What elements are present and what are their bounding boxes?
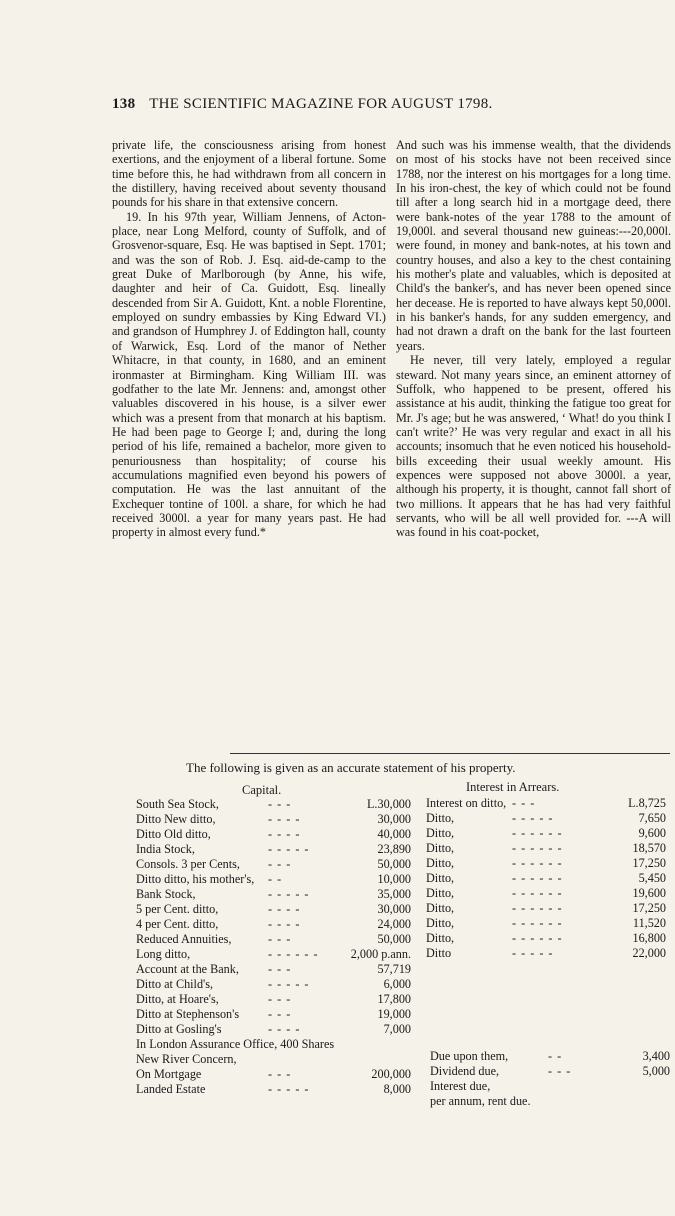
due-table bbox=[430, 1049, 670, 1109]
row-amount: 23,890 bbox=[377, 842, 411, 856]
due-row bbox=[430, 1094, 670, 1109]
row-amount: 22,000 bbox=[632, 946, 666, 960]
row-label: South Sea Stock, bbox=[136, 797, 219, 811]
running-header bbox=[112, 96, 582, 113]
due-row bbox=[430, 1079, 670, 1094]
capital-row bbox=[136, 1022, 411, 1037]
leader-dashes: - - - - - - bbox=[512, 901, 563, 915]
row-amount: 35,000 bbox=[377, 887, 411, 901]
interest-row bbox=[426, 886, 666, 901]
row-label: Consols. 3 per Cents, bbox=[136, 857, 240, 871]
capital-row bbox=[136, 977, 411, 992]
row-amount: 5,000 bbox=[642, 1064, 670, 1078]
row-label: Interest due, bbox=[430, 1079, 491, 1093]
interest-row bbox=[426, 811, 666, 826]
row-amount: 17,800 bbox=[377, 992, 411, 1006]
leader-dashes: - - - - - - bbox=[512, 916, 563, 930]
leader-dashes: - - - - - - bbox=[512, 886, 563, 900]
row-label: Ditto Old ditto, bbox=[136, 827, 211, 841]
row-amount: 30,000 bbox=[377, 812, 411, 826]
capital-row bbox=[136, 887, 411, 902]
due-row bbox=[430, 1064, 670, 1079]
row-amount: 6,000 bbox=[383, 977, 411, 991]
row-amount: 57,719 bbox=[377, 962, 411, 976]
row-amount: 50,000 bbox=[377, 932, 411, 946]
row-amount: 19,600 bbox=[632, 886, 666, 900]
leader-dashes: - - - bbox=[268, 1007, 292, 1021]
capital-row bbox=[136, 872, 411, 887]
row-label: Bank Stock, bbox=[136, 887, 196, 901]
capital-row bbox=[136, 962, 411, 977]
leader-dashes: - - - - - - bbox=[268, 947, 319, 961]
row-label: Account at the Bank, bbox=[136, 962, 239, 976]
interest-row bbox=[426, 901, 666, 916]
capital-row bbox=[136, 1082, 411, 1097]
row-label: Interest on ditto, bbox=[426, 796, 507, 810]
leader-dashes: - - - bbox=[268, 857, 292, 871]
leader-dashes: - - - bbox=[512, 796, 536, 810]
paragraph: He never, till very lately, employed a regular steward. Not many years since, an eminent attorney of Suffolk, who happened to be present, offered his assistance at his audit, thinking the fatigue too great for Mr. J's age; but he was answered, ‘ What! do you think I can't write?’ He was very regular and exact in all his accounts; insomuch that he even noticed his household-bills exceeding their usual weekly amount. His expences were supposed not above 3000l. a year, although his property, it is thought, cannot fall short of two millions. It appears that he has had very faithful servants, who will be all well provided for. ---A will was found in his coat-pocket, bbox=[396, 353, 671, 540]
row-label: per annum, rent due. bbox=[430, 1094, 531, 1108]
left-column bbox=[112, 138, 386, 540]
row-amount: 30,000 bbox=[377, 902, 411, 916]
interest-row bbox=[426, 856, 666, 871]
paragraph: And such was his immense wealth, that the dividends on most of his stocks have not been received since 1788, nor the interest on his mortgages for a long time. In his iron-chest, the key of which could not be found till after a long search hid in a mortgage deed, there were bank-notes of the year 1788 to the amount of 19,000l. and several thousand new guineas:---20,000l. were found, in money and bank-notes, at his town and country houses, and also a key to the chest containing his mother's plate and valuables, which is deposited at Child's the banker's, and has never been opened since her decease. He is reported to have always kept 50,000l. in his banker's hands, for any sudden emergency, and had not drawn a draft on the bank for the last fourteen years. bbox=[396, 138, 671, 353]
capital-row bbox=[136, 1037, 411, 1052]
row-label: Ditto at Child's, bbox=[136, 977, 214, 991]
leader-dashes: - - bbox=[548, 1049, 563, 1063]
interest-row bbox=[426, 916, 666, 931]
row-label: Due upon them, bbox=[430, 1049, 509, 1063]
row-label: Ditto, at Hoare's, bbox=[136, 992, 219, 1006]
leader-dashes: - - - bbox=[268, 1067, 292, 1081]
capital-header: Capital. bbox=[242, 783, 282, 797]
row-amount: 24,000 bbox=[377, 917, 411, 931]
row-label: 5 per Cent. ditto, bbox=[136, 902, 219, 916]
capital-row bbox=[136, 827, 411, 842]
row-amount: 8,000 bbox=[383, 1082, 411, 1096]
leader-dashes: - - - - bbox=[268, 827, 301, 841]
row-label: Long ditto, bbox=[136, 947, 191, 961]
capital-row bbox=[136, 812, 411, 827]
row-amount: 17,250 bbox=[632, 856, 666, 870]
row-amount: 16,800 bbox=[632, 931, 666, 945]
leader-dashes: - - bbox=[268, 872, 283, 886]
paragraph: private life, the consciousness arising from honest exertions, and the enjoyment of a liberal fortune. Some time before this, he had withdrawn from all concern in the distillery, having received about seventy thousand pounds for his share in that extensive concern. bbox=[112, 138, 386, 210]
row-label: New River Concern, bbox=[136, 1052, 237, 1066]
capital-row bbox=[136, 1067, 411, 1082]
row-label: Ditto, bbox=[426, 916, 455, 930]
row-amount: 5,450 bbox=[638, 871, 666, 885]
interest-header: Interest in Arrears. bbox=[466, 780, 560, 794]
row-amount: 9,600 bbox=[638, 826, 666, 840]
row-label: Ditto at Stephenson's bbox=[136, 1007, 240, 1021]
leader-dashes: - - - - bbox=[268, 917, 301, 931]
leader-dashes: - - - - bbox=[268, 902, 301, 916]
row-amount: L.8,725 bbox=[628, 796, 666, 810]
row-amount: 7,650 bbox=[638, 811, 666, 825]
row-label: Ditto bbox=[426, 946, 452, 960]
interest-row bbox=[426, 946, 666, 961]
capital-row bbox=[136, 857, 411, 872]
leader-dashes: - - - - bbox=[268, 812, 301, 826]
leader-dashes: - - - - - bbox=[268, 842, 310, 856]
row-amount: 18,570 bbox=[632, 841, 666, 855]
row-amount: 10,000 bbox=[377, 872, 411, 886]
capital-row bbox=[136, 1052, 411, 1067]
row-label: Reduced Annuities, bbox=[136, 932, 232, 946]
capital-row bbox=[136, 1007, 411, 1022]
row-amount: 200,000 bbox=[371, 1067, 411, 1081]
row-label: In London Assurance Office, 400 Shares bbox=[136, 1037, 335, 1051]
section-divider bbox=[230, 753, 670, 754]
capital-row bbox=[136, 932, 411, 947]
leader-dashes: - - - - bbox=[268, 1022, 301, 1036]
row-amount: L.30,000 bbox=[366, 797, 411, 811]
interest-row bbox=[426, 871, 666, 886]
interest-table bbox=[426, 796, 666, 961]
statement-title: The following is given as an accurate statement of his property. bbox=[186, 760, 516, 775]
leader-dashes: - - - bbox=[548, 1064, 572, 1078]
row-label: Ditto, bbox=[426, 886, 455, 900]
row-amount: 11,520 bbox=[632, 916, 666, 930]
row-label: 4 per Cent. ditto, bbox=[136, 917, 219, 931]
capital-row bbox=[136, 902, 411, 917]
paragraph: 19. In his 97th year, William Jennens, of Acton-place, near Long Melford, county of Suffolk, and of Grosvenor-square, Esq. He was baptised in Sept. 1701; and was the son of Rob. J. Esq. aid-de-camp to the great Duke of Marlborough (by Anne, his wife, daughter and heir of Ca. Guidott, Esq. lineally descended from Sir A. Guidott, Knt. a noble Florentine, employed on sundry embassies by King Edward VI.) and grandson of Humphrey J. of Eddington hall, county of Warwick, Esq. Lord of the manor of Nether Whitacre, in that county, in 1680, and an eminent ironmaster at Birmingham. King William III. was godfather to the late Mr. Jennens: and, amongst other valuables discovered in his house, is a silver ewer which was a present from that monarch at his baptism. He had been page to George I; and, during the long period of his life, remained a bachelor, more given to penuriousness than hospitality; of course his accumulations magnified even beyond his powers of computation. He was the last annuitant of the Exchequer tontine of 100l. a share, for which he had received 3000l. a year for many years past. He had property in almost every fund.* bbox=[112, 209, 386, 540]
row-label: Ditto, bbox=[426, 871, 455, 885]
leader-dashes: - - - bbox=[268, 992, 292, 1006]
row-label: India Stock, bbox=[136, 842, 195, 856]
row-label: Ditto, bbox=[426, 901, 455, 915]
capital-table bbox=[136, 797, 411, 1097]
row-label: Dividend due, bbox=[430, 1064, 500, 1078]
interest-row bbox=[426, 931, 666, 946]
row-label: Ditto at Gosling's bbox=[136, 1022, 222, 1036]
leader-dashes: - - - - - bbox=[512, 811, 554, 825]
due-row bbox=[430, 1049, 670, 1064]
row-amount: 2,000 p.ann. bbox=[350, 947, 411, 961]
row-label: Ditto, bbox=[426, 841, 455, 855]
row-label: Ditto, bbox=[426, 826, 455, 840]
capital-row bbox=[136, 842, 411, 857]
row-label: Ditto, bbox=[426, 811, 455, 825]
row-label: Ditto, bbox=[426, 856, 455, 870]
running-title: THE SCIENTIFIC MAGAZINE FOR AUGUST 1798. bbox=[149, 96, 493, 112]
row-amount: 19,000 bbox=[377, 1007, 411, 1021]
row-amount: 3,400 bbox=[642, 1049, 670, 1063]
leader-dashes: - - - - - - bbox=[512, 826, 563, 840]
interest-row bbox=[426, 796, 666, 811]
leader-dashes: - - - - - bbox=[512, 946, 554, 960]
capital-row bbox=[136, 917, 411, 932]
leader-dashes: - - - - - - bbox=[512, 931, 563, 945]
row-label: Ditto New ditto, bbox=[136, 812, 216, 826]
leader-dashes: - - - - - bbox=[268, 1082, 310, 1096]
leader-dashes: - - - - - - bbox=[512, 856, 563, 870]
right-column bbox=[396, 138, 671, 540]
leader-dashes: - - - - - - bbox=[512, 871, 563, 885]
capital-row bbox=[136, 947, 411, 962]
leader-dashes: - - - bbox=[268, 932, 292, 946]
interest-row bbox=[426, 841, 666, 856]
leader-dashes: - - - - - bbox=[268, 887, 310, 901]
row-label: On Mortgage bbox=[136, 1067, 202, 1081]
row-label: Ditto ditto, his mother's, bbox=[136, 872, 255, 886]
row-amount: 7,000 bbox=[383, 1022, 411, 1036]
interest-row bbox=[426, 826, 666, 841]
capital-row bbox=[136, 992, 411, 1007]
leader-dashes: - - - bbox=[268, 962, 292, 976]
page-number: 138 bbox=[112, 96, 136, 112]
capital-row bbox=[136, 797, 411, 812]
row-label: Ditto, bbox=[426, 931, 455, 945]
leader-dashes: - - - bbox=[268, 797, 292, 811]
leader-dashes: - - - - - bbox=[268, 977, 310, 991]
row-amount: 50,000 bbox=[377, 857, 411, 871]
leader-dashes: - - - - - - bbox=[512, 841, 563, 855]
row-label: Landed Estate bbox=[136, 1082, 206, 1096]
row-amount: 40,000 bbox=[377, 827, 411, 841]
row-amount: 17,250 bbox=[632, 901, 666, 915]
